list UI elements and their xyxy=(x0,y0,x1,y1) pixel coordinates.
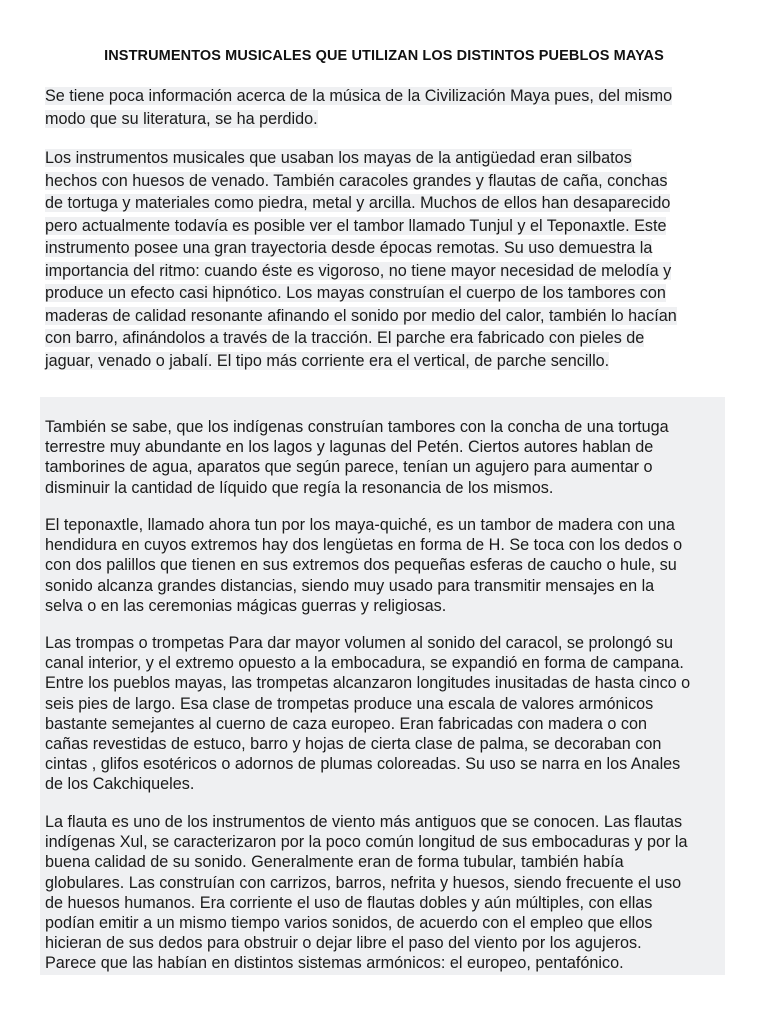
paragraph-instruments xyxy=(45,147,725,372)
text-line: cañas revestidas de estuco, barro y hojas de cierta clase de palma, se decoraban con xyxy=(45,735,662,754)
text-line: jaguar, venado o jabalí. El tipo más corriente era el vertical, de parche sencillo. xyxy=(45,351,610,370)
text-line: de los Cakchiqueles. xyxy=(45,775,195,794)
paragraph-trumpets xyxy=(45,633,725,795)
text-line: bastante semejantes al cuerno de caza europeo. Eran fabricadas con madera o con xyxy=(45,714,648,733)
text-line: buena calidad de su sonido. Generalmente eran de forma tubular, también había xyxy=(45,853,624,872)
text-line: Las trompas o trompetas Para dar mayor volumen al sonido del caracol, se prolongó su xyxy=(45,634,674,652)
text-line: modo que su literatura, se ha perdido. xyxy=(45,109,318,128)
text-line: Entre los pueblos mayas, las trompetas alcanzaron longitudes inusitadas de hasta cinco o xyxy=(45,674,691,693)
text-line: sonido alcanza grandes distancias, siendo muy usado para transmitir mensajes en la xyxy=(45,576,655,595)
text-line: de tortuga y materiales como piedra, metal y arcilla. Muchos de ellos han desaparecido xyxy=(45,194,671,212)
text-line: Los instrumentos musicales que usaban los mayas de la antigüedad eran silbatos xyxy=(45,149,632,167)
text-line: terrestre muy abundante en los lagos y lagunas del Petén. Ciertos autores hablan de xyxy=(45,438,654,457)
text-line: con dos palillos que tienen en sus extremos dos pequeñas esferas de caucho o hule, su xyxy=(45,556,677,575)
text-line: importancia del ritmo: cuando éste es vigoroso, no tiene mayor necesidad de melodía y xyxy=(45,261,672,280)
text-line: produce un efecto casi hipnótico. Los mayas construían el cuerpo de los tambores con xyxy=(45,284,666,302)
text-line: hendidura en cuyos extremos hay dos lengüetas en forma de H. Se toca con los dedos o xyxy=(45,536,683,555)
text-line: maderas de calidad resonante afinando el sonido por medio del calor, también lo hacían xyxy=(45,306,677,325)
text-line: disminuir la cantidad de líquido que regía la resonancia de los mismos. xyxy=(45,478,554,497)
text-line: selva o en las ceremonias mágicas guerras y religiosas. xyxy=(45,596,447,615)
text-line: hechos con huesos de venado. También caracoles grandes y flautas de caña, conchas xyxy=(45,171,668,190)
text-line: seis pies de largo. Esa clase de trompetas produce una escala de valores armónicos xyxy=(45,694,654,713)
text-line: La flauta es uno de los instrumentos de viento más antiguos que se conocen. Las flautas xyxy=(45,813,683,831)
paragraph-flutes xyxy=(45,812,725,974)
document-title: INSTRUMENTOS MUSICALES QUE UTILIZAN LOS DISTINTOS PUEBLOS MAYAS xyxy=(104,48,664,64)
text-line: hicieran de sus dedos para obstruir o dejar libre el paso del viento por los agujeros. xyxy=(45,934,642,953)
text-line: El teponaxtle, llamado ahora tun por los maya-quiché, es un tambor de madera con una xyxy=(45,516,675,534)
text-line: con barro, afinándolos a través de la tracción. El parche era fabricado con pieles de xyxy=(45,329,645,347)
text-line: Parece que las habían en distintos sistemas armónicos: el europeo, pentafónico. xyxy=(45,954,624,973)
text-line: cintas , glifos esotéricos o adornos de plumas coloreadas. Su uso se narra en los Anales xyxy=(45,755,681,774)
paragraph-turtle-drums xyxy=(45,417,725,498)
text-line: podían emitir a un mismo tiempo varios sonidos, de acuerdo con el empleo que ellos xyxy=(45,914,653,933)
text-line: pero actualmente todavía es posible ver el tambor llamado Tunjul y el Teponaxtle. Este xyxy=(45,216,667,235)
text-line: canal interior, y el extremo opuesto a la embocadura, se expandió en forma de campana. xyxy=(45,654,684,673)
text-line: También se sabe, que los indígenas construían tambores con la concha de una tortuga xyxy=(45,418,669,436)
paragraph-intro xyxy=(45,85,715,130)
text-line: globulares. Las construían con carrizos, barros, nefrita y huesos, siendo frecuente el uso xyxy=(45,873,682,892)
paragraph-teponaxtle xyxy=(45,515,725,616)
highlighted-section xyxy=(40,397,725,975)
text-line: Se tiene poca información acerca de la música de la Civilización Maya pues, del mismo xyxy=(45,87,673,105)
text-line: instrumento posee una gran trayectoria desde épocas remotas. Su uso demuestra la xyxy=(45,239,653,257)
text-line: de huesos humanos. Era corriente el uso de flautas dobles y aún múltiples, con ellas xyxy=(45,893,653,912)
text-line: indígenas Xul, se caracterizaron por la poco común longitud de sus embocaduras y por la xyxy=(45,833,688,852)
text-line: tamborines de agua, aparatos que según parece, tenían un agujero para aumentar o xyxy=(45,458,653,477)
